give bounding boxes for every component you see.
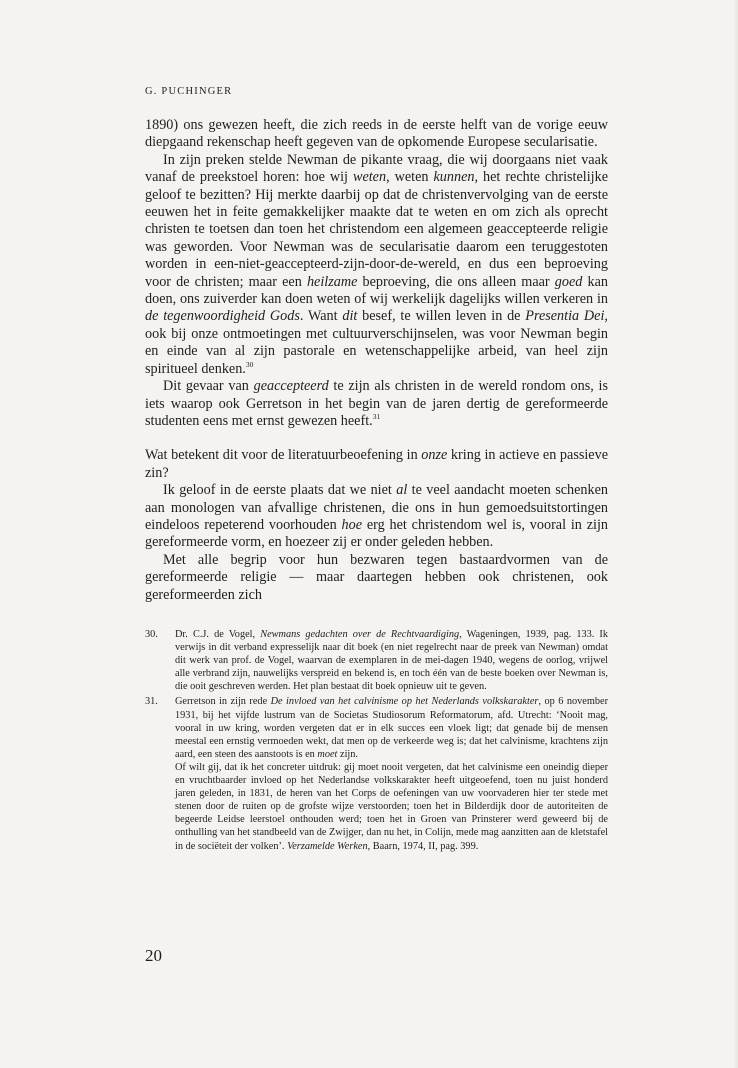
paragraph-5: Ik geloof in de eerste plaats dat we niet al te veel aandacht moeten schenken aan monologen van afvallige christenen, die ons in hun gemoedsuitstortingen eindeloos repeterend voorhouden hoe erg het christendom wel is, vooral in zijn gereformeerde vorm, en hoezeer zij er onder geleden hebben.	[145, 482, 609, 551]
page-edge	[734, 0, 738, 1068]
page-number: 20	[145, 946, 162, 965]
footnote-31	[145, 695, 608, 852]
footnote-text-continued: Of wilt gij, dat ik het concreter uitdruk: gij moet nooit vergeten, dat het calvinisme een oneindig dieper en vruchtbaarder invloed op het Nederlandse volkskarakter heeft uitgeoefend, toen nu juist honderd jaren geleden, in 1831, de heren van het Corps de oefeningen van uw voorvaderen hier ter stede met stenen door de ruiten op de grofste wijze verstoorden; toen het in Bilderdijk door de autoriteiten de begeerde Leidse leerstoel onthouden werd; toen het in Groen van Prinsterer werd geweerd bij de onthulling van het standbeeld van de Zwijger, dan nu het, in Colijn, mede mag aanzitten aan de kletstafel in de sociëteit der volken’. Verzamelde Werken, Baarn, 1974, II, pag. 399.	[175, 761, 608, 852]
main-text	[145, 117, 608, 604]
footnote-30	[145, 628, 608, 693]
running-head: G. PUCHINGER	[145, 86, 233, 97]
paragraph-3: Dit gevaar van geaccepteerd te zijn als christen in de wereld rondom ons, is iets waarop ook Gerretson in het begin van de jaren dertig de gereformeerde studenten eens met ernst gewezen heeft.$^{31}$	[145, 378, 608, 429]
paragraph-2: In zijn preken stelde Newman de pikante vraag, die wij doorgaans niet vaak vanaf de preekstoel horen: hoe wij weten, weten kunnen, het rechte christelijke geloof te bezitten? Hij merkte daarbij op dat de christenvervolging van de eerste eeuwen het in feite gemakkelijker maakte dat te weten en om zich als oprecht christen te toetsen dan toen het christendom een algemeen geaccepteerde religie was geworden. Voor Newman was de secularisatie daarom een teruggestoten worden in een-niet-geaccepteerd-zijn-door-de-wereld, en dus een beproeving voor de christen; maar een heilzame beproeving, die ons alleen maar goed kan doen, ons zuiverder kan doen weten of wij werkelijk dagelijks willen verkeren in de tegenwoordigheid Gods. Want dit besef, te willen leven in de Presentia Dei, ook bij onze ontmoetingen met cultuurverschijnselen, was voor Newman begin en einde van al zijn pastorale en wetenschappelijke arbeid, van heel zijn spiritueel denken.$^{30}$	[145, 151, 608, 377]
footnote-ref-30: 30	[245, 359, 254, 369]
footnotes	[145, 628, 608, 855]
paragraph-4: Wat betekent dit voor de literatuurbeoefening in onze kring in actieve en passieve zin?	[145, 447, 608, 481]
paragraph-1: 1890) ons gewezen heeft, die zich reeds in de eerste helft van de vorige eeuw diepgaand rekenschap heeft gegeven van de opkomende Europese secularisatie.	[145, 117, 608, 151]
footnote-ref-31: 31	[372, 411, 381, 421]
footnote-text: Gerretson in zijn rede De invloed van het calvinisme op het Nederlands volkskarakter, op 6 november 1931, bij het vijfde lustrum van de Societas Studiosorum Reformatorum, afd. Utrecht: ‘Nooit mag, vooral in uw kring, worden vergeten dat er in elk succes een vloek ligt; dat genade bij de mensen meestal een ernstig vermoeden wekt, dat men op de verkeerde weg is; dat het calvinisme, krachtens zijn aard, een steen des aanstoots is en moet zijn.	[175, 696, 608, 760]
footnote-number: 31.	[145, 696, 158, 708]
footnote-number: 30.	[145, 629, 158, 640]
footnote-text: Dr. C.J. de Vogel, Newmans gedachten over de Rechtvaardiging, Wageningen, 1939, pag. 133. Ik verwijs in dit verband expresselijk naar dit boek (en niet regelrecht naar de preek van Newman) omdat dit werk van prof. de Vogel, waarvan de exemplaren in de mei-dagen 1940, wegens de oorlog, vrijwel alle verbrand zijn, nauwelijks verspreid en bekend is, en toch één van de beste boeken over Newman is, die ooit geschreven werden. Het plan bestaat dit boek opnieuw uit te geven.	[175, 629, 609, 693]
paragraph-6: Met alle begrip voor hun bezwaren tegen bastaardvormen van de gereformeerde religie — maar daartegen hebben ook christenen, ook gereformeerden zich	[145, 551, 608, 603]
